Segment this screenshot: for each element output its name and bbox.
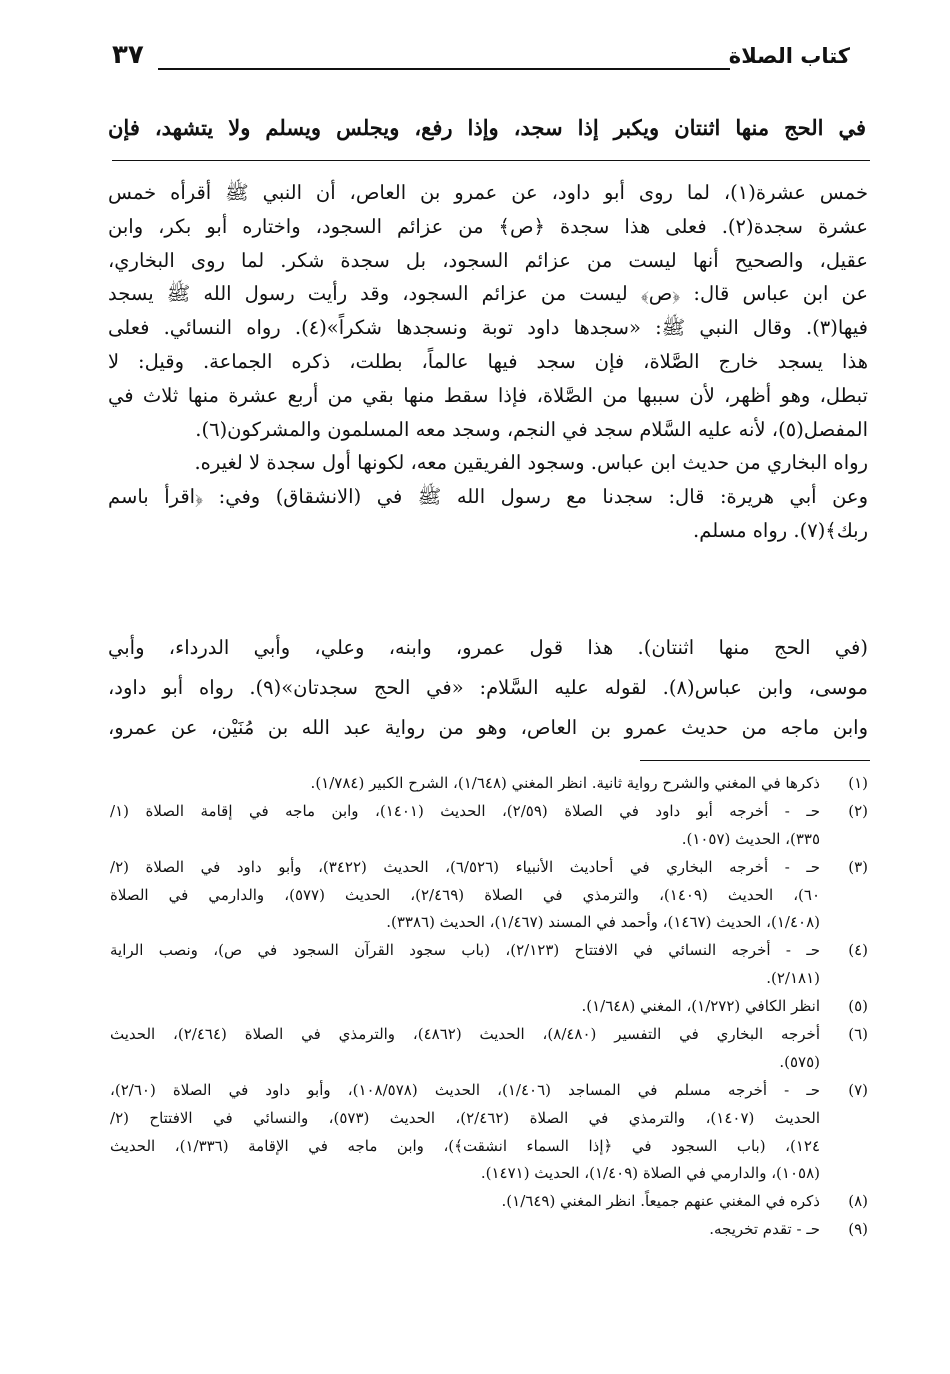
text-line: عشرة سجدة(٢). فعلى هذا سجدة ﴿ص﴾ من عزائم السجود، واختاره أبو بكر، وابن [108,214,868,238]
footnote-6 [110,1021,868,1077]
text-line: ربك﴾(٧). رواه مسلم. [693,518,868,542]
footnote-line: ٣٣٥)، الحديث (١٠٥٧). [681,829,820,848]
footnote-line: حـ - أخرجه مسلم في المساجد (١/٤٠٦)، الحديث (١٠٨/٥٧٨)، وأبو داود في الصلاة (٢/٦٠)، [110,1080,820,1099]
text-line: وعن أبي هريرة: قال: سجدنا مع رسول الله ﷺ في (الانشقاق) وفي: ﴿اقرأ باسم [108,485,868,509]
footnote-3 [110,854,868,938]
footnote-number: (٥) [848,997,868,1016]
footnote-4 [110,937,868,993]
text-line: تبطل، وهو أظهر، لأن سببها من الصَّلاة، فإذا سقط منها بقي من أربع عشرة منها ثلاث في [108,383,868,407]
commentary-paragraph-1 [108,176,868,548]
header-rule [158,68,730,70]
text-line: فيها(٣). وقال النبي ﷺ: «سجدها داود توبة ونسجدها شكراً»(٤). رواه النسائي. فعلى [108,316,868,340]
text-line: (في الحج منها اثنتان). هذا قول عمرو، وابنه، وعلي، وأبي الدرداء، وأبي [108,636,868,659]
text-line: وابن ماجه من حديث عمرو بن العاص، وهو من رواية عبد الله بن مُنَيْن، عن عمرو، [108,716,868,739]
running-header [112,40,850,80]
text-line: موسى، وابن عباس(٨). لقوله عليه السَّلام: «في الحج سجدتان»(٩). رواه أبو داود، [108,676,868,699]
matn-text: في الحج منها اثنتان ويكبر إذا سجد، وإذا رفع، ويجلس ويسلم ولا يتشهد، فإن [108,115,866,140]
footnote-2 [110,798,868,854]
text-line: خمس عشرة(١)، لما روى أبو داود، عن عمرو بن العاص، أن النبي ﷺ أقرأه خمس [108,181,868,204]
footnote-number: (٨) [848,1192,868,1211]
footnote-number: (٣) [848,857,868,876]
footnote-line: ذكره في المغني عنهم جميعاً. انظر المغني (١/٦٤٩). [501,1192,820,1211]
footnote-line: حـ - أخرجه أبو داود في الصلاة (٢/٥٩)، الحديث (١٤٠١)، وابن ماجه في إقامة الصلاة (١/ [110,801,820,820]
footnote-line: حـ - أخرجه النسائي في الافتتاح (٢/١٢٣)، (باب سجود القرآن السجود في ص)، ونصب الراية [110,941,820,960]
text-line: عقيل، والصحيح أنها ليست من عزائم السجود، بل سجدة شكر. لما روى البخاري، [108,248,868,272]
matn-divider [112,160,870,161]
text-line: هذا يسجد خارج الصَّلاة، فإن سجد فيها عالماً، بطلت، ذكره الجماعة. وقيل: لا [108,349,868,373]
footnote-8 [110,1188,868,1216]
footnote-number: (٦) [848,1025,868,1044]
footnote-9 [110,1216,868,1244]
footnote-5 [110,993,868,1021]
footnote-line: ١٢٤)، (باب السجود في ﴿إذا السماء انشقت﴾)، وابن ماجه في الإقامة (١/٣٣٦)، الحديث [110,1136,820,1155]
footnote-line: أخرجه البخاري في التفسير (٨/٤٨٠)، الحديث (٤٨٦٢)، والترمذي في الصلاة (٢/٤٦٤)، الحديث [110,1025,820,1044]
footnote-number: (١) [848,774,868,792]
footnote-line: ٦٠)، الحديث (١٤٠٩)، والترمذي في الصلاة (٢/٤٦٩)، الحديث (٥٧٧)، والدارمي في الصلاة [110,885,820,904]
footnote-1 [110,770,868,798]
footnote-line: حـ - تقدم تخريجه. [709,1220,820,1239]
book-title: كتاب الصلاة [728,44,850,68]
page-number: ٣٧ [112,40,144,70]
footnote-line: (١٠٥٨)، والدارمي في الصلاة (١/٤٠٩)، الحديث (١٤٧١). [480,1164,820,1183]
footnote-line: (١/٤٠٨)، الحديث (١٤٦٧)، وأحمد في المسند (١/٤٦٧)، الحديث (٣٣٨٦). [386,913,820,932]
footnotes [110,770,868,1244]
footnote-line: الحديث (١٤٠٧)، والترمذي في الصلاة (٢/٤٦٢)، الحديث (٥٧٣)، والنسائي في الافتتاح (٢/ [110,1108,820,1127]
text-line: المفصل(٥)، لأنه عليه السَّلام سجد في النجم، وسجد معه المسلمون والمشركون(٦). [195,417,868,441]
footnote-number: (٢) [848,801,868,820]
footnote-line: انظر الكافي (١/٢٧٢)، المغني (١/٦٤٨). [581,997,820,1016]
footnote-number: (٤) [848,941,868,960]
footnote-7 [110,1077,868,1189]
footnote-line: ذكرها في المغني والشرح رواية ثانية. انظر المغني (١/٦٤٨)، الشرح الكبير (١/٧٨٤). [310,774,820,792]
footnote-number: (٩) [848,1220,868,1239]
footnote-line: (٢/١٨١). [766,969,820,988]
text-line: رواه البخاري من حديث ابن عباس. وسجود الفريقين معه، لكونها أول سجدة لا لغيره. [194,451,868,475]
footnote-line: حـ - أخرجه البخاري في أحاديث الأنبياء (٦/٥٢٦)، الحديث (٣٤٢٢)، وأبو داود في الصلاة (٢/ [110,857,820,876]
footnote-rule [640,760,870,761]
commentary-paragraph-2 [108,628,868,748]
text-line: عن ابن عباس قال: ﴿ص﴾ ليست من عزائم السجود، وقد رأيت رسول الله ﷺ يسجد [108,282,868,306]
footnote-number: (٧) [848,1080,868,1099]
footnote-line: (٥٧٥). [779,1052,820,1071]
